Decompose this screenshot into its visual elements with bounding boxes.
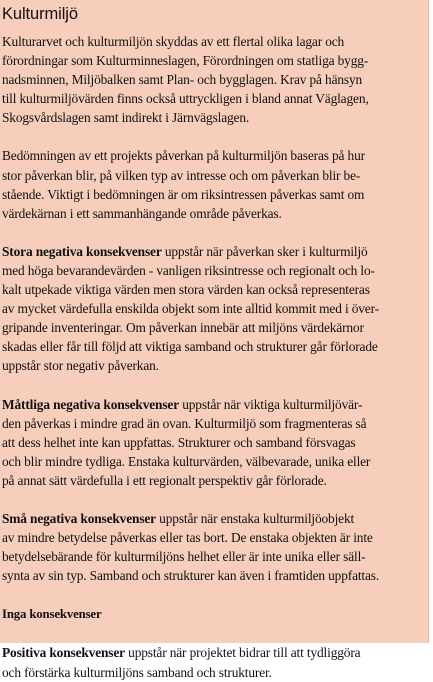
text-line xyxy=(2,242,432,261)
text-line: värdekärnan i ett sammanhängande område påverkas. xyxy=(2,205,282,221)
text-line xyxy=(2,395,432,414)
paragraph-no-consequences xyxy=(2,604,432,624)
text-line: uppstår stor negativ påverkan. xyxy=(2,358,159,374)
text-line: med höga bevarandevärden - vanligen riksintresse och regionalt och lo- xyxy=(2,262,375,278)
paragraph-positive xyxy=(2,643,432,681)
text-line: betydelsebärande för kulturmiljöns helhet eller är inte unika eller säll- xyxy=(2,549,366,565)
text-line xyxy=(2,643,432,662)
text-line: på annat sätt värdefulla i ett regionalt perspektiv går förlorade. xyxy=(2,472,327,488)
text-line: Bedömningen av ett projekts påverkan på kulturmiljön baseras på hur xyxy=(2,148,365,164)
text-line: Skogsvårdslagen samt indirekt i Järnvägslagen. xyxy=(2,110,250,126)
text-fragment: uppstår när enstaka kulturmiljöobjekt xyxy=(155,510,355,526)
text-fragment: uppstår när påverkan sker i kulturmiljö xyxy=(161,243,368,259)
text-line: och blir mindre tydliga. Enstaka kulturvärden, välbevarade, unika eller xyxy=(2,453,371,469)
infobox-title: Kulturmiljö xyxy=(2,5,78,23)
paragraph-large-negative xyxy=(2,242,432,376)
text-line: gripande inventeringar. Om påverkan innebär att miljöns värdekärnor xyxy=(2,320,364,336)
text-line: stor påverkan blir, på vilken typ av intresse och om påverkan blir be- xyxy=(2,167,361,183)
text-line: stående. Viktigt i bedömningen är om riksintressen påverkas samt om xyxy=(2,186,365,202)
text-line: kalt utpekade viktiga värden men stora värden kan också representeras xyxy=(2,282,370,298)
term-heading: Inga konsekvenser xyxy=(2,607,102,622)
text-line: den påverkas i mindre grad än ovan. Kulturmiljö som fragmenteras så xyxy=(2,415,367,431)
paragraph-intro xyxy=(2,32,432,127)
text-line: och förstärka kulturmiljöns samband och strukturer. xyxy=(2,664,272,680)
text-line: förordningar som Kulturminneslagen, Förordningen om statliga bygg- xyxy=(2,53,369,69)
text-line: skadas eller får till följd att viktiga samband och strukturer går förlorade xyxy=(2,339,378,355)
term-heading: Positiva konsekvenser xyxy=(2,645,125,661)
text-line: Kulturarvet och kulturmiljön skyddas av ett flertal olika lagar och xyxy=(2,34,345,49)
text-line: synta av sin typ. Samband och strukturer kan även i framtiden uppfattas. xyxy=(2,568,380,584)
paragraph-moderate-negative xyxy=(2,395,432,490)
text-line: av mycket värdefulla enskilda objekt som inte alltid kommit med i över- xyxy=(2,301,379,317)
text-line: nadsminnen, Miljöbalken samt Plan- och bygglagen. Krav på hänsyn xyxy=(2,72,363,88)
text-line xyxy=(2,509,432,528)
text-line xyxy=(2,604,432,624)
text-fragment: uppstår när viktiga kulturmiljövär- xyxy=(179,396,363,412)
term-heading: Små negativa konsekvenser xyxy=(2,510,156,526)
paragraph-small-negative xyxy=(2,509,432,585)
term-heading: Måttliga negativa konsekvenser xyxy=(2,396,180,412)
text-line: till kulturmiljövärden finns också uttryckligen i bland annat Väglagen, xyxy=(2,91,369,107)
text-line: att dess helhet inte kan uppfattas. Strukturer och samband försvagas xyxy=(2,434,356,450)
paragraph-assessment xyxy=(2,146,432,222)
text-fragment: uppstår när projektet bidrar till att tydliggöra xyxy=(124,645,361,661)
term-heading: Stora negativa konsekvenser xyxy=(2,243,162,259)
text-line: av mindre betydelse påverkas eller tas bort. De enstaka objekten är inte xyxy=(2,530,373,546)
